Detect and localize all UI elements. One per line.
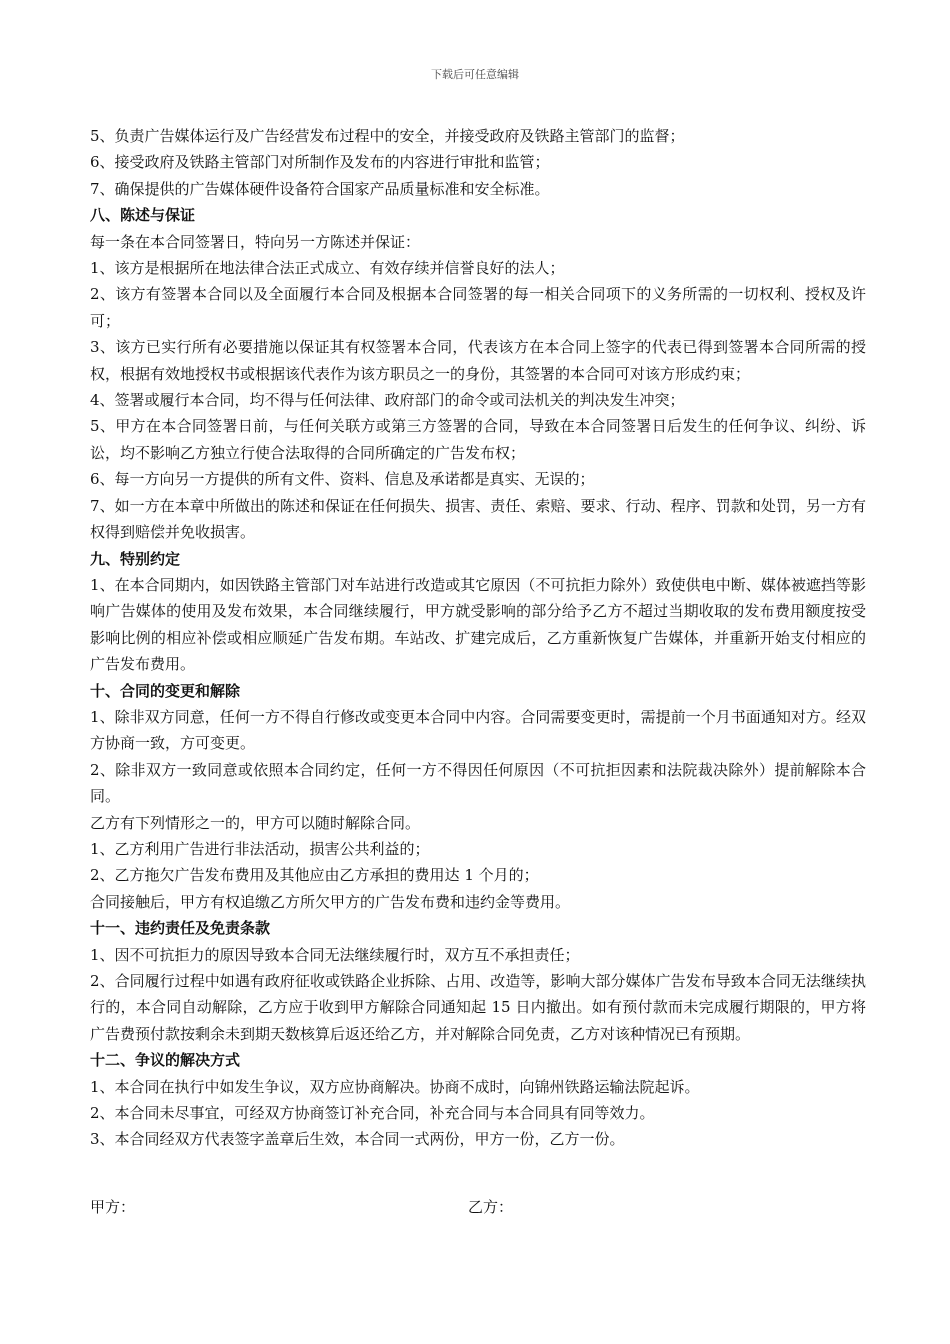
paragraph: 3、本合同经双方代表签字盖章后生效，本合同一式两份，甲方一份，乙方一份。 bbox=[90, 1130, 625, 1149]
paragraph: 1、本合同在执行中如发生争议，双方应协商解决。协商不成时，向锦州铁路运输法院起诉。 bbox=[90, 1077, 700, 1096]
header-note: 下载后可任意编辑 bbox=[431, 68, 519, 81]
paragraph: 3、该方已实行所有必要措施以保证其有权签署本合同，代表该方在本合同上签字的代表已得到签署本合同所需的授权，根据有效地授权书或根据该代表作为该方职员之一的身份，其签署的本合同可对该方形成约束； bbox=[90, 338, 866, 383]
section-heading: 九、特别约定 bbox=[90, 549, 181, 568]
paragraph: 每一条在本合同签署日，特向另一方陈述并保证： bbox=[90, 232, 421, 251]
paragraph: 7、确保提供的广告媒体硬件设备符合国家产品质量标准和安全标准。 bbox=[90, 179, 550, 198]
paragraph: 1、在本合同期内，如因铁路主管部门对车站进行改造或其它原因（不可抗拒力除外）致使供电中断、媒体被遮挡等影响广告媒体的使用及发布效果，本合同继续履行，甲方就受影响的部分给予乙方不超过当期收取的发布费用额度按受影响比例的相应补偿或相应顺延广告发布期。车站改、扩建完成后，乙方重新恢复广告媒体，并重新开始支付相应的广告发布费用。 bbox=[90, 575, 866, 674]
paragraph: 2、本合同未尽事宜，可经双方协商签订补充合同，补充合同与本合同具有同等效力。 bbox=[90, 1104, 655, 1123]
paragraph: 合同接触后，甲方有权追缴乙方所欠甲方的广告发布费和违约金等费用。 bbox=[90, 892, 571, 911]
section-heading: 十、合同的变更和解除 bbox=[90, 681, 241, 700]
section-heading: 八、陈述与保证 bbox=[90, 206, 196, 225]
document-body bbox=[90, 123, 866, 1153]
paragraph: 1、除非双方同意，任何一方不得自行修改或变更本合同中内容。合同需要变更时，需提前一个月书面通知对方。经双方协商一致，方可变更。 bbox=[90, 707, 866, 753]
section-heading: 十一、违约责任及免责条款 bbox=[90, 919, 271, 938]
paragraph: 2、该方有签署本合同以及全面履行本合同及根据本合同签署的每一相关合同项下的义务所需的一切权利、授权及许可； bbox=[90, 285, 866, 330]
section-heading: 十二、争议的解决方式 bbox=[90, 1051, 241, 1070]
paragraph: 4、签署或履行本合同，均不得与任何法律、政府部门的命令或司法机关的判决发生冲突； bbox=[90, 391, 685, 410]
paragraph: 6、每一方向另一方提供的所有文件、资料、信息及承诺都是真实、无误的； bbox=[90, 470, 595, 489]
paragraph: 1、因不可抗拒力的原因导致本合同无法继续履行时，双方互不承担责任； bbox=[90, 945, 580, 964]
paragraph: 1、该方是根据所在地法律合法正式成立、有效存续并信誉良好的法人； bbox=[90, 259, 565, 278]
paragraph: 乙方有下列情形之一的，甲方可以随时解除合同。 bbox=[90, 813, 421, 832]
party-a-signature-label: 甲方： bbox=[90, 1198, 136, 1216]
signature-block bbox=[90, 1196, 866, 1222]
paragraph: 5、负责广告媒体运行及广告经营发布过程中的安全，并接受政府及铁路主管部门的监督； bbox=[90, 127, 685, 145]
paragraph: 1、乙方利用广告进行非法活动，损害公共利益的； bbox=[90, 839, 430, 858]
paragraph: 2、除非双方一致同意或依照本合同约定，任何一方不得因任何原因（不可抗拒因素和法院裁决除外）提前解除本合同。 bbox=[90, 760, 866, 806]
party-b-signature-label: 乙方： bbox=[468, 1198, 514, 1216]
paragraph: 7、如一方在本章中所做出的陈述和保证在任何损失、损害、责任、索赔、要求、行动、程序、罚款和处罚，另一方有权得到赔偿并免收损害。 bbox=[90, 496, 866, 542]
paragraph: 2、乙方拖欠广告发布费用及其他应由乙方承担的费用达 1 个月的； bbox=[90, 866, 539, 885]
paragraph: 2、合同履行过程中如遇有政府征收或铁路企业拆除、占用、改造等，影响大部分媒体广告发布导致本合同无法继续执行的，本合同自动解除，乙方应于收到甲方解除合同通知起 15 日内撤出。如有预付款而未完成履行期限的，甲方将广告费预付款按剩余未到期天数核算后返还给乙方，并对解除合同免责，乙方对该种情况已有预期。 bbox=[90, 972, 866, 1043]
paragraph: 6、接受政府及铁路主管部门对所制作及发布的内容进行审批和监管； bbox=[90, 153, 550, 172]
paragraph: 5、甲方在本合同签署日前，与任何关联方或第三方签署的合同，导致在本合同签署日后发生的任何争议、纠纷、诉讼，均不影响乙方独立行使合法取得的合同所确定的广告发布权； bbox=[90, 417, 866, 462]
